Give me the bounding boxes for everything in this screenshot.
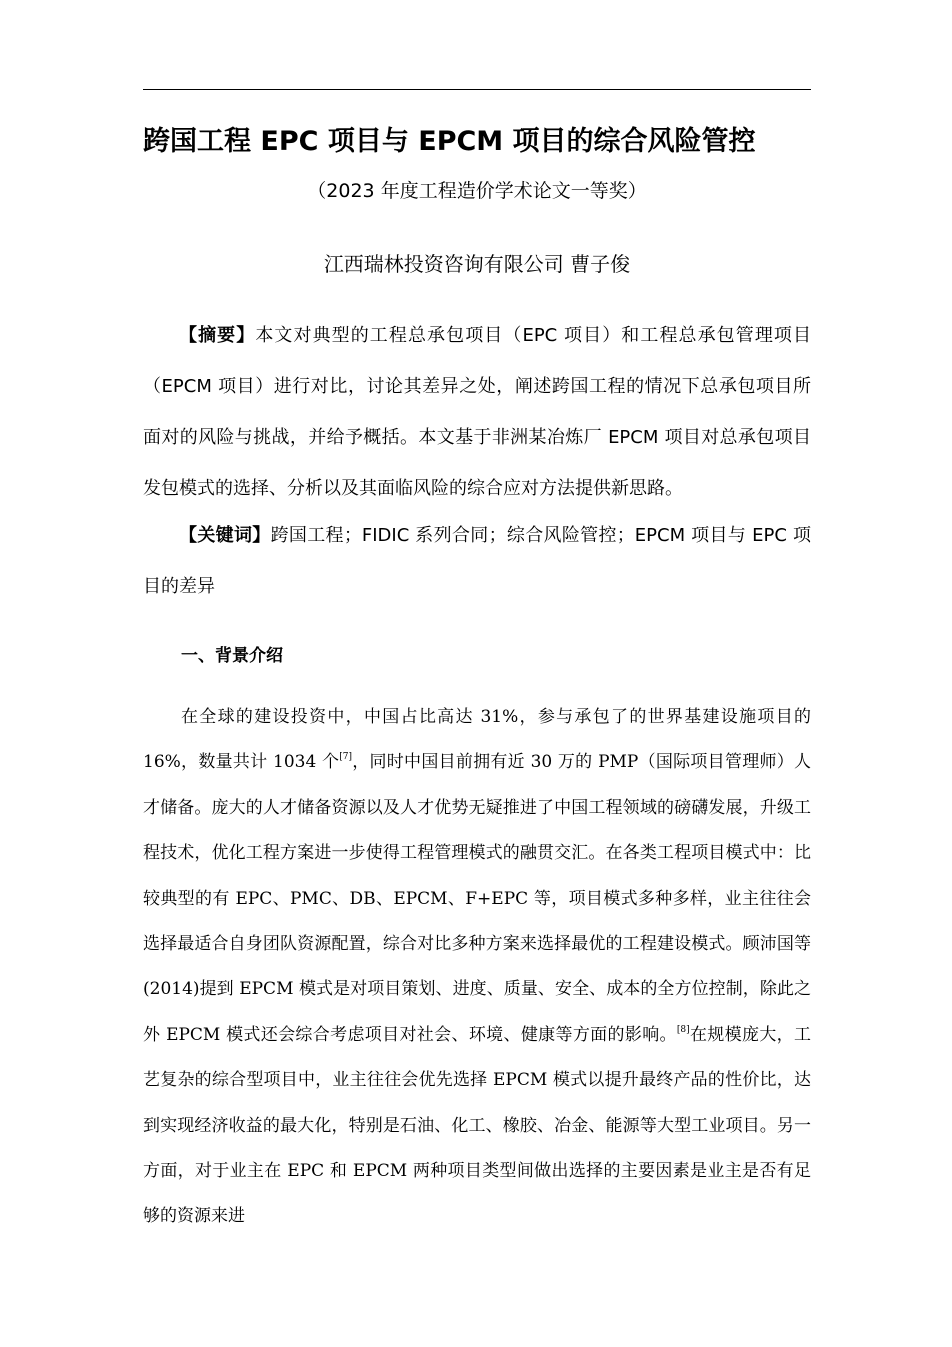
section-heading: 一、背景介绍: [181, 646, 283, 666]
body-paragraph: [143, 695, 811, 1240]
abstract-text: 本文对典型的工程总承包项目（EPC 项目）和工程总承包管理项目（EPCM 项目）进行对比，讨论其差异之处，阐述跨国工程的情况下总承包项目所面对的风险与挑战，并给予概括。本文基于非洲某冶炼厂 EPCM 项目对总承包项目发包模式的选择、分析以及其面临风险的综合应对方法提供新思路。: [143, 325, 812, 499]
keywords-text: 跨国工程；FIDIC 系列合同；综合风险管控；EPCM 项目与 EPC 项目的差异: [143, 525, 812, 597]
body-text-part3: 在规模庞大，工艺复杂的综合型项目中，业主往往会优先选择 EPCM 模式以提升最终产品的性价比，达到实现经济收益的最大化，特别是石油、化工、橡胶、冶金、能源等大型工业项目。另一方面，对于业主在 EPC 和 EPCM 两种项目类型间做出选择的主要因素是业主是否有足够的资源来进: [143, 1024, 811, 1227]
citation-ref: [7]: [339, 752, 352, 763]
citation-ref: [8]: [676, 1024, 690, 1035]
keywords-paragraph: [143, 510, 811, 612]
abstract-label: 【摘要】: [179, 325, 256, 346]
abstract-paragraph: [143, 310, 811, 514]
paper-subtitle: （2023 年度工程造价学术论文一等奖）: [307, 180, 647, 202]
body-text-part2: ，同时中国目前拥有近 30 万的 PMP（国际项目管理师）人才储备。庞大的人才储备资源以及人才优势无疑推进了中国工程领域的磅礴发展，升级工程技术，优化工程方案进一步使得工程管理模式的融贯交汇。在各类工程项目模式中：比较典型的有 EPC、PMC、DB、EPCM、F+EPC 等，项目模式多种多样，业主往往会选择最适合自身团队资源配置，综合对比多种方案来选择最优的工程建设模式。顾沛国等(2014)提到 EPCM 模式是对项目策划、进度、质量、安全、成本的全方位控制，除此之外 EPCM 模式还会综合考虑项目对社会、环境、健康等方面的影响。: [143, 752, 811, 1045]
author-line: 江西瑞林投资咨询有限公司 曹子俊: [323, 252, 631, 276]
body-text-part1: 在全球的建设投资中，中国占比高达 31%，参与承包了的世界基建设施项目的 16%，数量共计 1034 个: [143, 707, 811, 773]
keywords-label: 【关键词】: [179, 525, 271, 546]
paper-title: 跨国工程 EPC 项目与 EPCM 项目的综合风险管控: [143, 126, 756, 157]
header-rule: [143, 89, 811, 90]
